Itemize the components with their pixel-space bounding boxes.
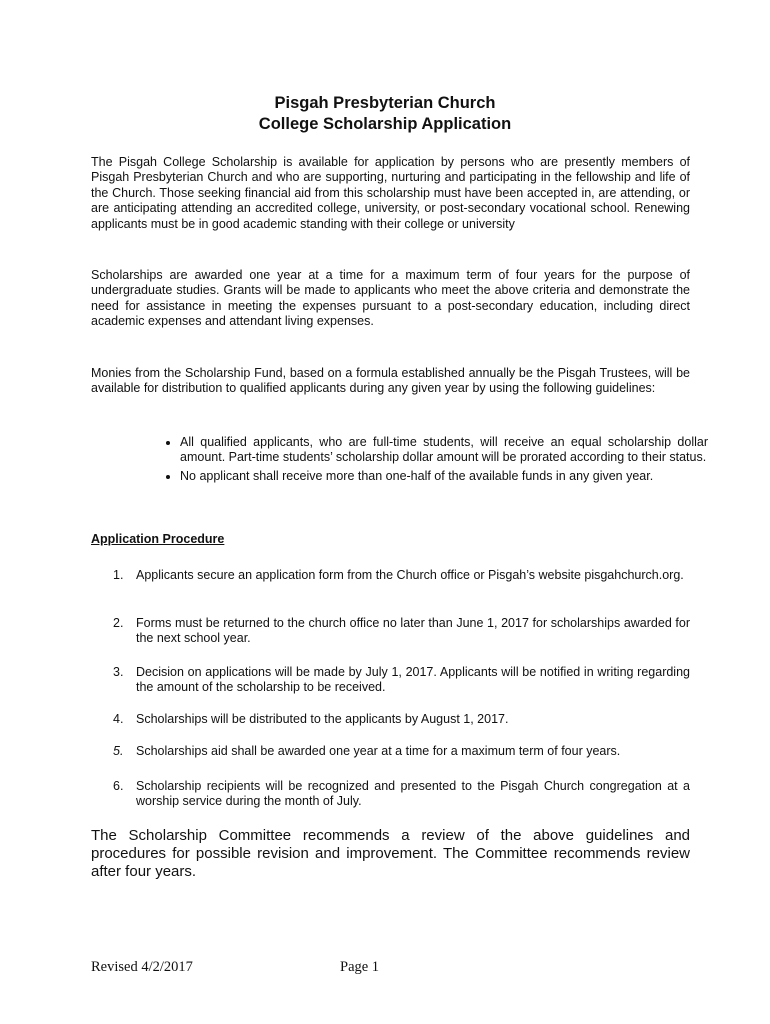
revised-date: Revised 4/2/2017 — [91, 959, 193, 975]
monies-paragraph: Monies from the Scholarship Fund, based on a formula established annually be the Pisgah Trustees, will be available for distribution to qualified applicants during any given year by using the following guidelines: — [91, 366, 690, 396]
step-text: Scholarships aid shall be awarded one year at a time for a maximum term of four years. — [136, 744, 621, 758]
procedure-step — [113, 779, 690, 810]
step-number: 2. — [113, 616, 124, 630]
guideline-item: • No applicant shall receive more than one-half of the available funds in any given year. — [180, 469, 708, 484]
step-number: 4. — [113, 712, 124, 726]
step-text: Applicants secure an application form from the Church office or Pisgah’s website pisgahchurch.org. — [136, 568, 684, 582]
step-number: 6. — [113, 779, 124, 793]
intro-paragraph: The Pisgah College Scholarship is available for application by persons who are presently members of Pisgah Presbyterian Church and who are supporting, nurturing and participating in the fellowship and life of the Church. Those seeking financial aid from this scholarship must have been accepted in, are attending, or are anticipating attending an accredited college, university, or post-secondary vocational school. Renewing applicants must be in good academic standing with their college or university — [91, 155, 690, 231]
procedure-step — [113, 616, 690, 647]
document-title: Pisgah Presbyterian Church — [274, 94, 496, 112]
step-number: 5. — [113, 744, 124, 758]
procedure-step — [113, 744, 690, 759]
step-number: 1. — [113, 568, 124, 582]
step-text: Scholarships will be distributed to the applicants by August 1, 2017. — [136, 712, 509, 726]
page-number: Page 1 — [340, 959, 380, 975]
guideline-item: • All qualified applicants, who are full-time students, will receive an equal scholarship dollar amount. Part-time students’ scholarship dollar amount will be prorated according to their status. — [180, 435, 708, 466]
guidelines-list — [162, 435, 708, 487]
step-text: Scholarship recipients will be recognized and presented to the Pisgah Church congregation at a worship service during the month of July. — [136, 779, 690, 809]
procedure-step — [113, 665, 690, 696]
step-text: Forms must be returned to the church office no later than June 1, 2017 for scholarships awarded for the next school year. — [136, 616, 690, 646]
awards-paragraph: Scholarships are awarded one year at a time for a maximum term of four years for the purpose of undergraduate studies. Grants will be made to applicants who meet the above criteria and demonstrate the need for assistance in meeting the expenses pursuant to a post-secondary education, including direct academic expenses and attendant living expenses. — [91, 268, 690, 329]
closing-paragraph: The Scholarship Committee recommends a review of the above guidelines and procedures for possible revision and improvement. The Committee recommends review after four years. — [91, 827, 690, 880]
procedure-step — [113, 712, 690, 727]
step-number: 3. — [113, 665, 124, 679]
document-subtitle: College Scholarship Application — [258, 115, 512, 133]
application-procedure-heading: Application Procedure — [91, 532, 225, 546]
step-text: Decision on applications will be made by July 1, 2017. Applicants will be notified in writing regarding the amount of the scholarship to be received. — [136, 665, 690, 695]
procedure-step — [113, 568, 690, 583]
